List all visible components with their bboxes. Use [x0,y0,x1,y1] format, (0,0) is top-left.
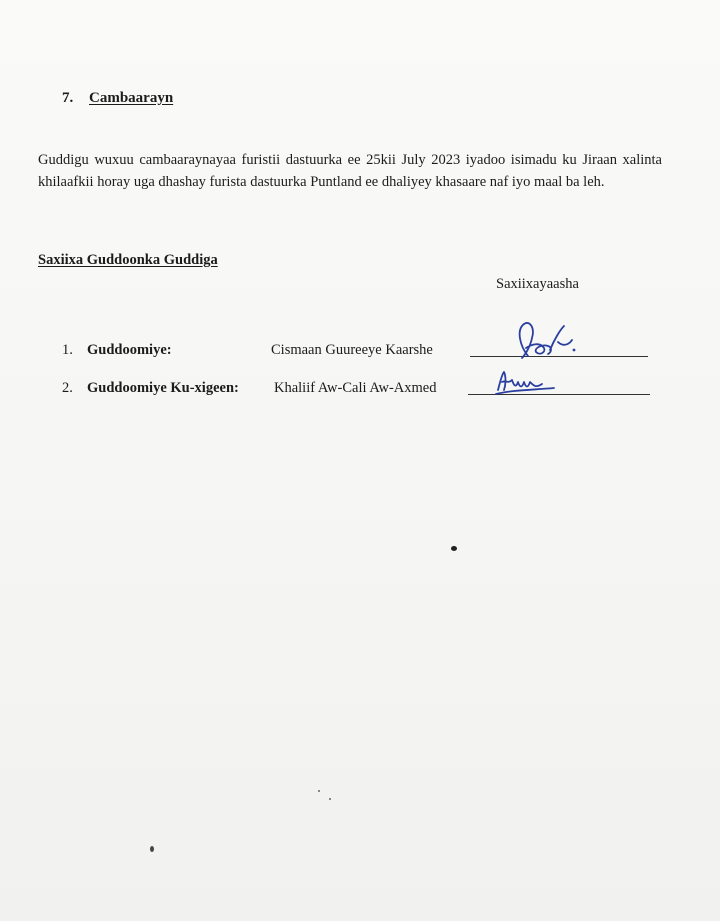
body-paragraph: Guddigu wuxuu cambaaraynayaa furistii dastuurka ee 25kii July 2023 iyadoo isimadu ku Jiraan xalinta khilaafkii horay uga dhashay furista dastuurka Puntland ee dhaliyey khasaare naf iyo maal ba leh. [38,152,662,190]
scan-speck [451,546,457,551]
section-number: 7. [62,90,74,106]
row-index: 2. [62,380,73,396]
section-heading [62,90,173,107]
signatures-heading: Saxiixa Guddoonka Guddiga [38,252,218,268]
scan-speck [150,846,154,852]
scan-speck [329,798,331,800]
row-index: 1. [62,342,73,358]
signature-row-chairman [62,342,662,366]
chairman-signature-icon [502,316,582,362]
row-person-name: Khaliif Aw-Cali Aw-Axmed [274,380,437,396]
row-person-name: Cismaan Guureeye Kaarshe [271,342,433,358]
section-title: Cambaarayn [89,90,174,106]
signatures-column-label: Saxiixayaasha [496,276,579,292]
signature-row-deputy-chairman [62,380,662,404]
deputy-signature-icon [492,366,572,400]
row-role: Guddoomiye Ku-xigeen: [87,380,239,396]
scan-speck [318,790,320,792]
row-role: Guddoomiye: [87,342,172,358]
